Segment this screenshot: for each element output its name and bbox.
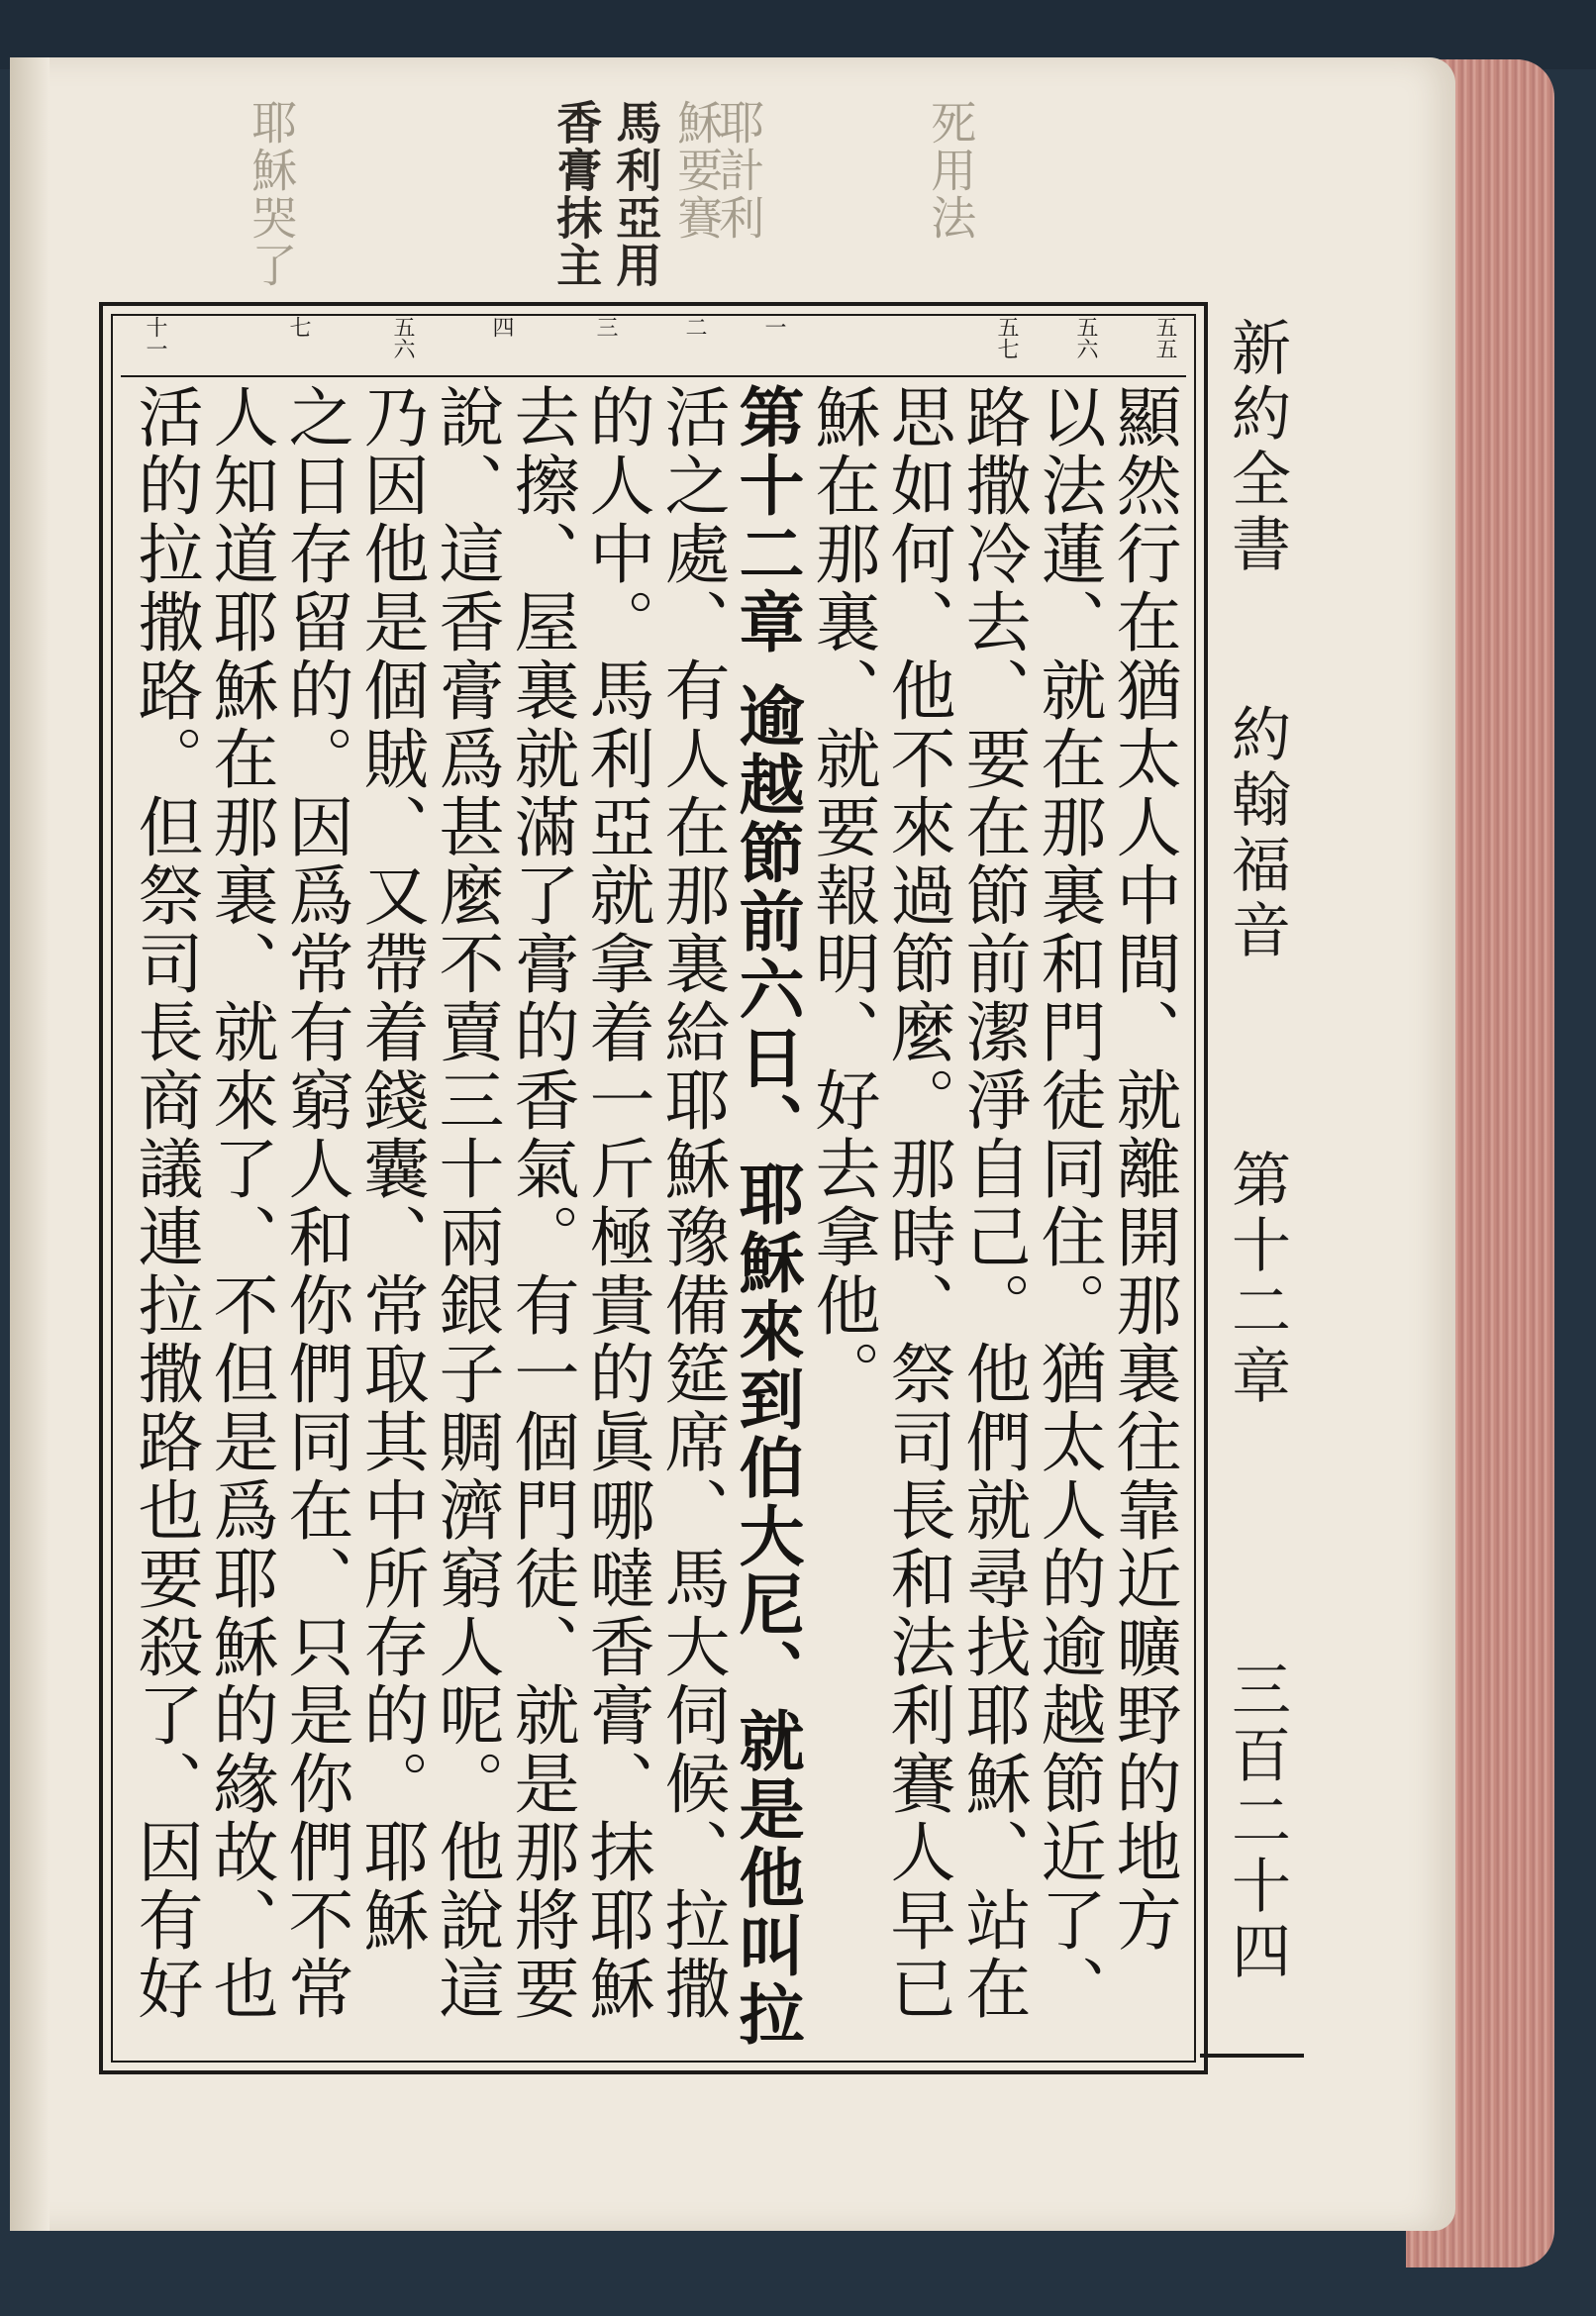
verse-number: 七 <box>286 316 311 338</box>
text-column-8: 的人中。馬利亞就拿着一斤極貴的眞哪噠香膏、抹耶穌 <box>578 383 654 2023</box>
page-gutter <box>10 57 50 2231</box>
text-column-7: 活之處、有人在那裏給耶穌豫備筵席、馬大伺候、拉撒 <box>653 383 730 2023</box>
book-title: 新約全書 <box>1222 317 1291 578</box>
text-column-14: 活的拉撒路。但祭司長商議連拉撒路也要殺了、因有好 <box>127 383 203 2023</box>
verse-number-rule <box>121 375 1186 377</box>
page-number: 三百二十四 <box>1222 1659 1291 1985</box>
text-column-4: 思如何、他不來過節麼。那時、祭司長和法利賽人早已 <box>879 383 955 2023</box>
bleed-heading-col-2: 香膏抹主 <box>549 99 604 289</box>
text-column-3: 路撒冷去、要在節前潔淨自己。他們就尋找耶穌、站在 <box>954 383 1031 2023</box>
text-column-13: 人知道耶穌在那裏、就來了、不但是爲耶穌的緣故、也 <box>202 383 278 2023</box>
verse-number-strip <box>121 316 1186 373</box>
bleed-text-col-1: 死用法 <box>924 99 978 242</box>
verse-number: 五六 <box>1073 316 1098 359</box>
verse-number: 三 <box>593 316 618 338</box>
head-base-rule <box>1200 2054 1304 2058</box>
bleed-text-col-3: 穌要賽 <box>670 99 725 242</box>
bleed-text-col-2: 耶計利 <box>712 99 766 242</box>
verse-number: 五五 <box>1152 316 1177 359</box>
text-column-5: 穌在那裏、就要報明、好去拿他。 <box>804 383 880 1408</box>
chapter-start-column: 第十二章 逾越節前六日、耶穌來到伯大尼、就是他叫拉 <box>728 383 805 2049</box>
text-column-2: 以法蓮、就在那裏和門徒同住。猶太人的逾越節近了、 <box>1030 383 1106 2023</box>
gospel-title: 約翰福音 <box>1222 703 1291 964</box>
verse-number: 十一 <box>143 316 167 359</box>
running-head <box>1220 317 1299 2020</box>
verse-number: 四 <box>489 316 514 338</box>
text-column-11: 乃因他是個賊、又帶着錢囊、常取其中所存的。耶穌 <box>352 383 429 1955</box>
bleed-text-col-4: 耶穌哭了 <box>245 99 299 289</box>
verse-number: 一 <box>761 316 786 338</box>
text-column-10: 說、這香膏爲甚麼不賣三十兩銀子賙濟窮人呢。他說這 <box>428 383 504 2023</box>
text-column-1: 顯然行在猶太人中間、就離開那裏往靠近曠野的地方 <box>1105 383 1181 1955</box>
verse-number: 五七 <box>994 316 1019 359</box>
text-column-9: 去擦、屋裏就滿了膏的香氣。有一個門徒、就是那將要 <box>503 383 579 2023</box>
text-column-12: 之日存留的。因爲常有窮人和你們同在、只是你們不常 <box>277 383 353 2023</box>
verse-number: 二 <box>682 316 707 338</box>
chapter-title: 第十二章 <box>1222 1149 1291 1410</box>
verse-number: 五六 <box>390 316 415 359</box>
text-frame <box>99 302 1208 2074</box>
text-columns <box>121 383 1186 2051</box>
bleed-heading-col-1: 馬利亞用 <box>609 99 663 289</box>
